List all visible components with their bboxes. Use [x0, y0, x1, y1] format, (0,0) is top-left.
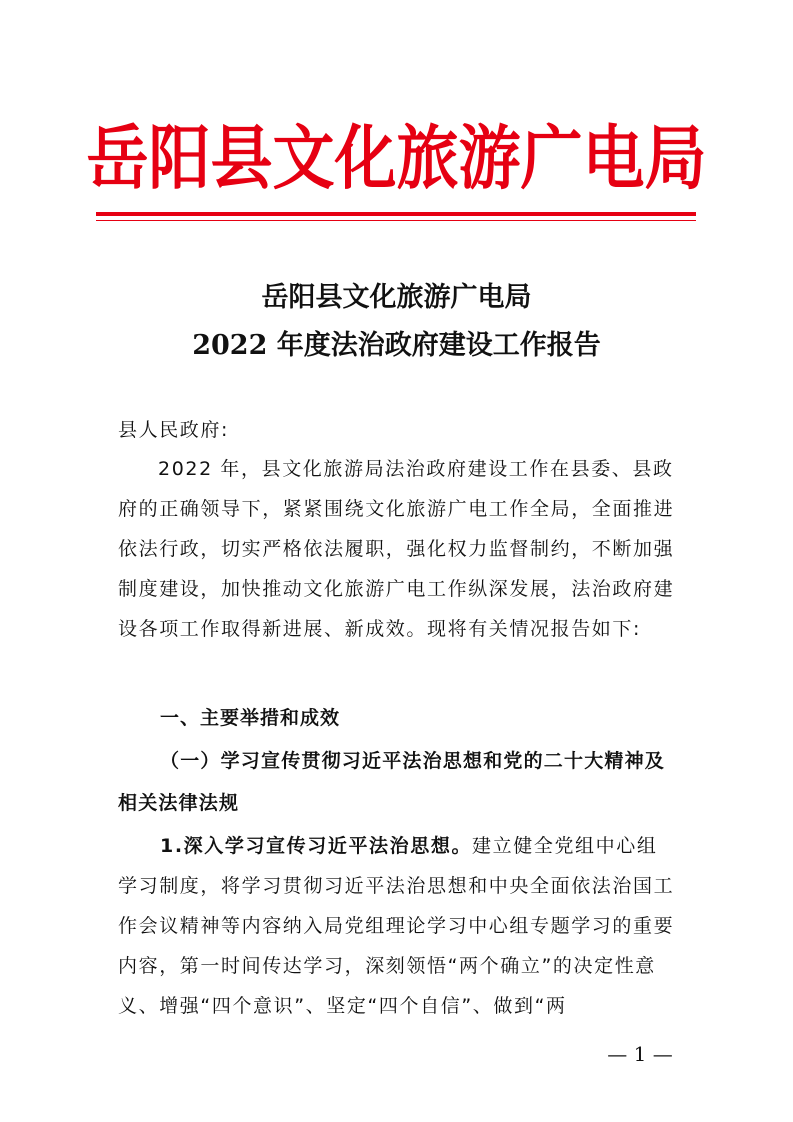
subsection-heading: （一）学习宣传贯彻习近平法治思想和党的二十大精神及相关法律法规 — [118, 750, 666, 814]
section-heading: 一、主要举措和成效 — [160, 707, 341, 729]
red-header-rule-thick — [96, 212, 696, 216]
item-paragraph — [118, 826, 678, 1026]
masthead-organization-name: 岳阳县文化旅游广电局 — [86, 116, 707, 199]
intro-paragraph: 2022 年，县文化旅游局法治政府建设工作在县委、县政府的正确领导下，紧紧围绕文化旅游广电工作全局，全面推进依法行政，切实严格依法履职，强化权力监督制约，不断加强制度建设，加快推动文化旅游广电工作纵深发展，法治政府建设各项工作取得新进展、新成效。现将有关情况报告如下: — [118, 458, 675, 640]
salutation: 县人民政府: — [118, 419, 230, 441]
document-title-line2: 2022 年度法治政府建设工作报告 — [192, 330, 601, 361]
page-number: — 1 — — [607, 1042, 673, 1066]
item-lead-sentence: 1.深入学习宣传习近平法治思想。 — [160, 835, 473, 857]
red-header-rule-thin — [96, 220, 696, 221]
item-body-text: 建立健全党组中心组学习制度，将学习贯彻习近平法治思想和中央全面依法治国工作会议精神等内容纳入局党组理论学习中心组专题学习的重要内容，第一时间传达学习，深刻领悟“两个确立”的决定性意义、增强“四个意识”、坚定“四个自信”、做到“两 — [118, 835, 675, 1017]
document-title-line1: 岳阳县文化旅游广电局 — [261, 282, 532, 313]
